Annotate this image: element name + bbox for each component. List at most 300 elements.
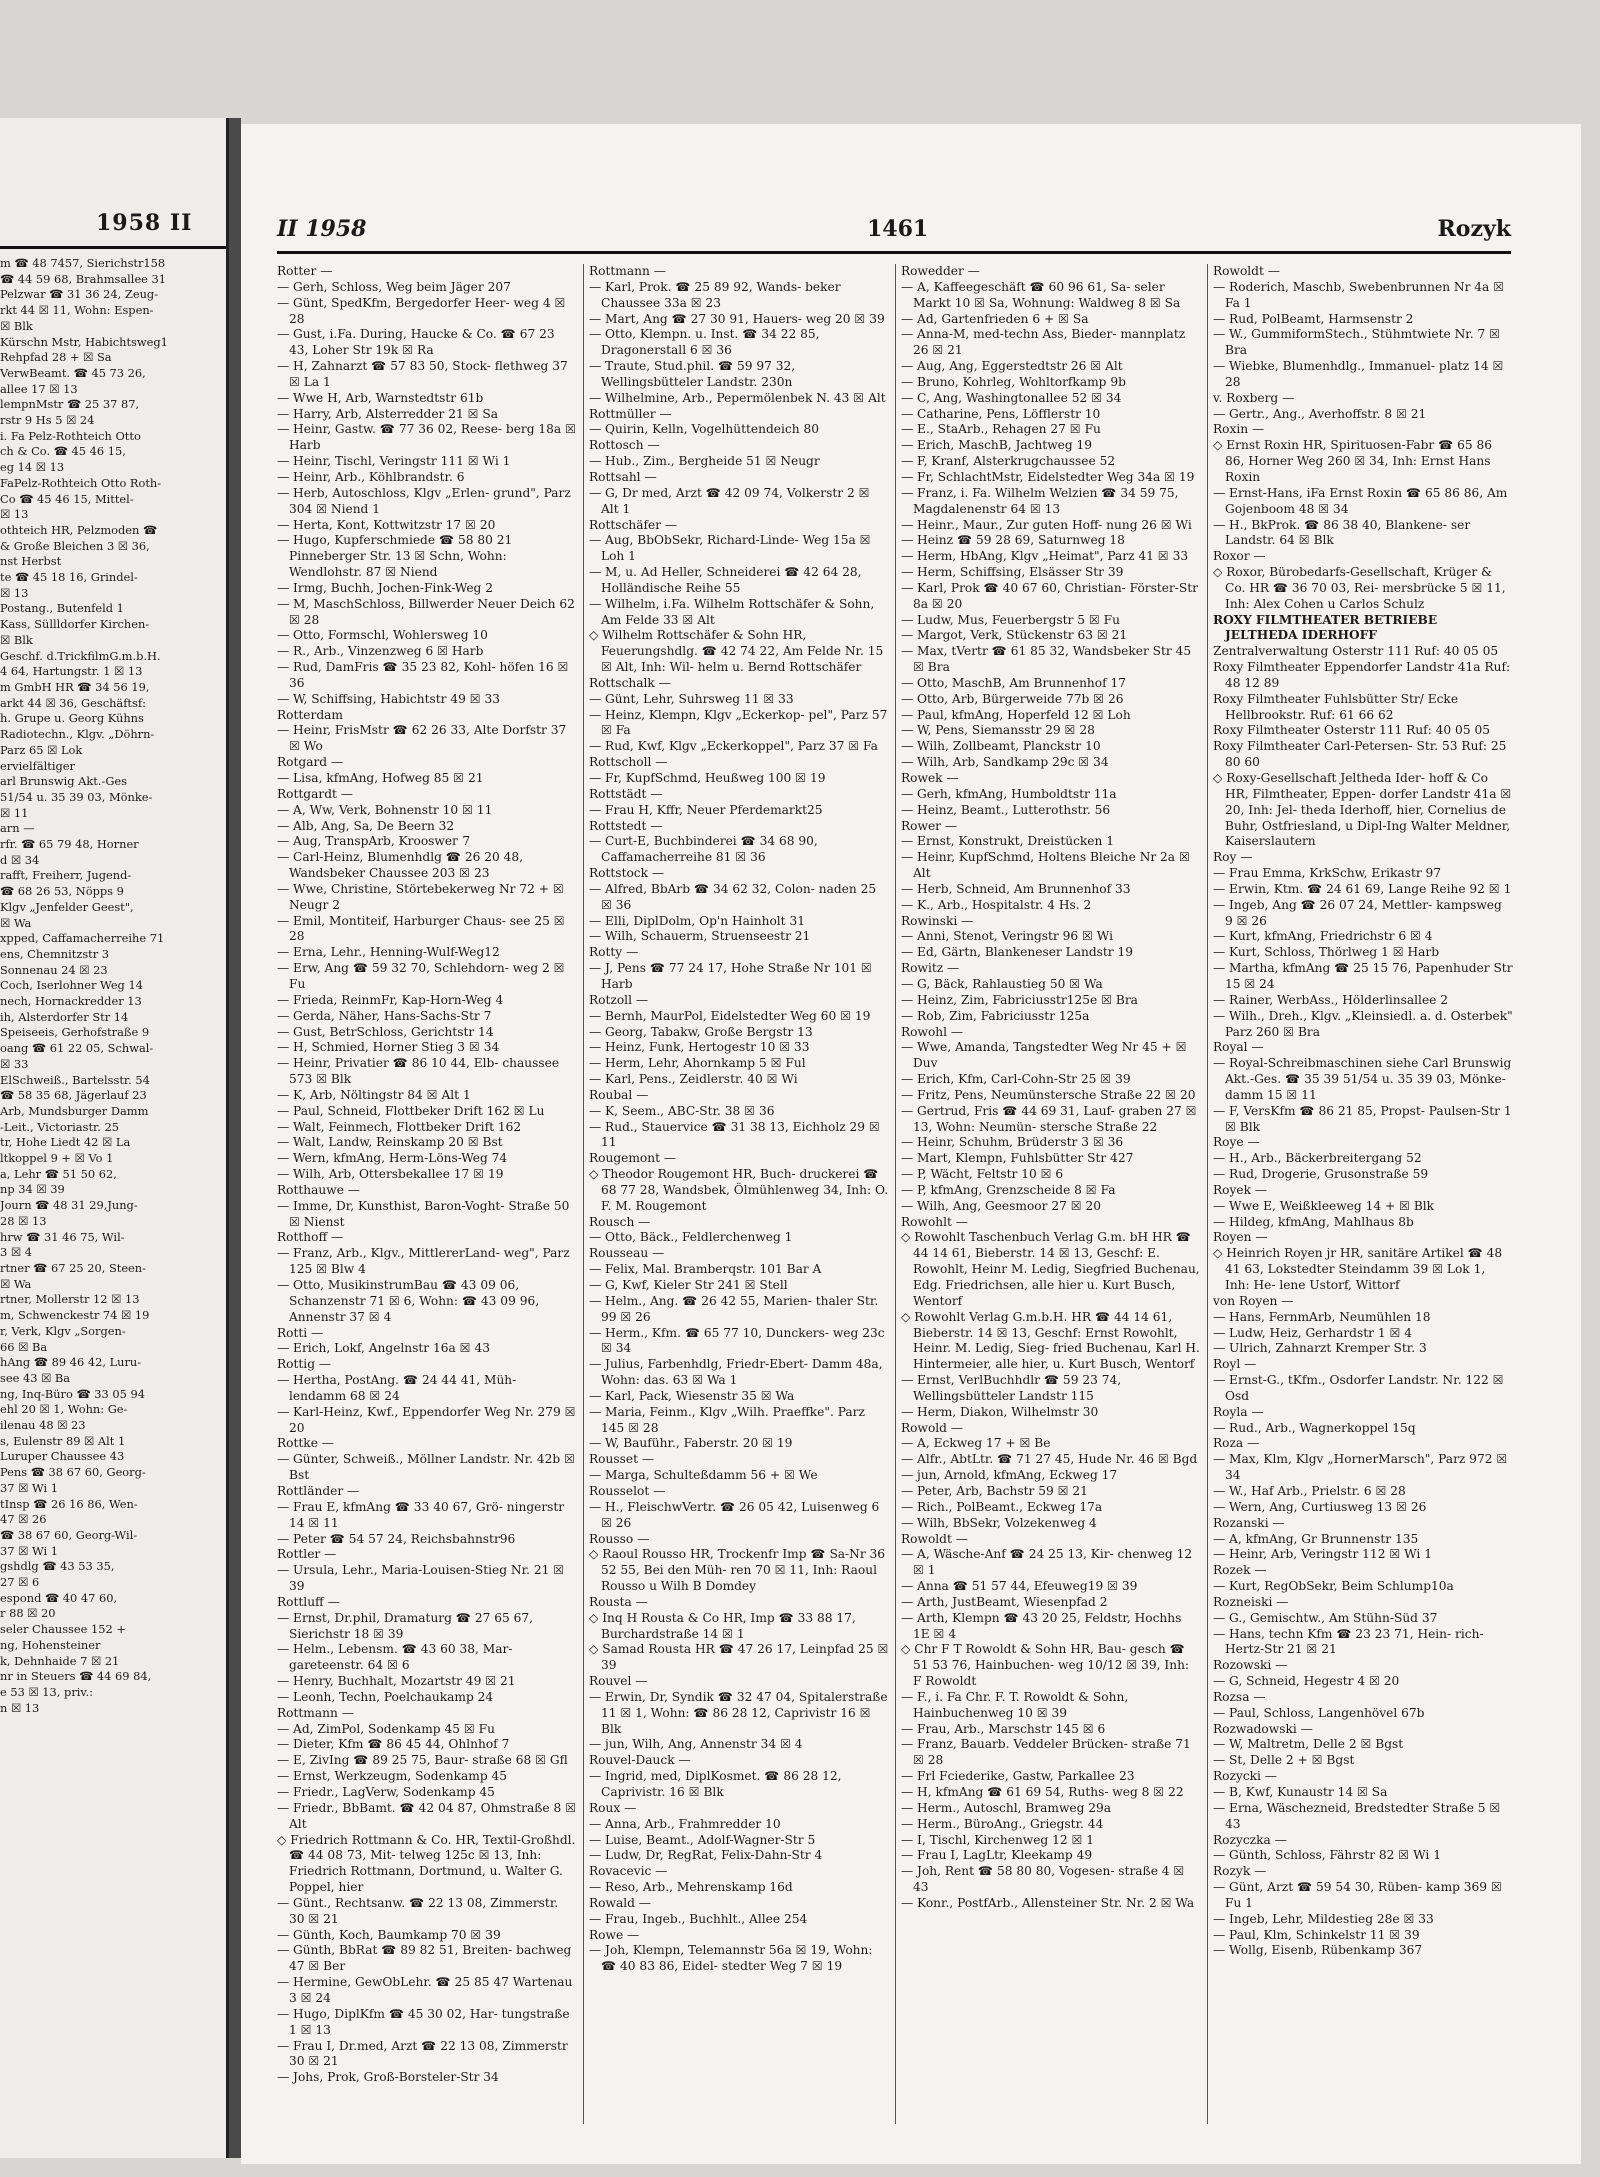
left-page-line: espond ☎ 40 47 60, [0, 1590, 118, 1605]
surname-heading: Rousseau — [589, 1246, 665, 1261]
directory-entry: Zentralverwaltung Osterstr 111 Ruf: 40 05 05 [1213, 644, 1499, 659]
left-page-line: ng, Inq-Büro ☎ 33 05 94 [0, 1386, 146, 1401]
left-page-line: 27 ☒ 6 [0, 1575, 40, 1590]
left-page-line: m GmbH HR ☎ 34 56 19, [0, 679, 150, 694]
directory-entry: — Rud, DamFris ☎ 35 23 82, Kohl- höfen 16 ☒ 36 [277, 660, 569, 690]
directory-entry: — Peter ☎ 54 57 24, Reichsbahnstr96 [277, 1531, 516, 1546]
directory-entry: — H, Zahnarzt ☎ 57 83 50, Stock- flethweg 37 ☒ La 1 [277, 359, 568, 389]
surname-heading: Rozycki — [1213, 1769, 1277, 1784]
directory-entry: — Frl Fciederike, Gastw, Parkallee 23 [901, 1769, 1135, 1784]
left-page-line: ens, Chemnitzstr 3 [0, 946, 110, 961]
directory-entry: — Erna, Wäschezneid, Bredstedter Straße 5 ☒ 43 [1213, 1800, 1501, 1831]
directory-entry: — Kurt, Schloss, Thörlweg 1 ☒ Harb [1213, 945, 1440, 960]
directory-entry: — A, Eckweg 17 + ☒ Be [901, 1436, 1051, 1451]
left-page-line: arkt 44 ☒ 36, Geschäftsf: [0, 695, 146, 710]
directory-entry: — K, Arb, Nöltingstr 84 ☒ Alt 1 [277, 1087, 471, 1102]
directory-entry: — Herm, Schiffsing, Elsässer Str 39 [901, 565, 1124, 580]
left-page-line: Kass, Süllldorfer Kirchen- [0, 617, 150, 632]
directory-entry: — Erwin, Dr, Syndik ☎ 32 47 04, Spitalerstraße 11 ☒ 1, Wohn: ☎ 86 28 12, Caprivistr 16 ☒ Blk [589, 1689, 888, 1736]
surname-heading: Royal — [1213, 1040, 1264, 1055]
left-page-line: seler Chaussee 152 + [0, 1622, 126, 1637]
directory-entry: — Max, tVertr ☎ 61 85 32, Wandsbeker Str 45 ☒ Bra [901, 644, 1192, 675]
directory-entry: — Ad, Gartenfrieden 6 + ☒ Sa [901, 311, 1089, 326]
left-page-line: ☒ 33 [0, 1056, 29, 1071]
left-page-line: Rehpfad 28 + ☒ Sa [0, 350, 112, 365]
left-page-line: hrw ☎ 31 46 75, Wil- [0, 1229, 125, 1244]
directory-entry: — Rich., PolBeamt., Eckweg 17a [901, 1499, 1103, 1514]
left-page-line: arn — [0, 821, 35, 836]
left-page-line: Pelzwar ☎ 31 36 24, Zeug- [0, 287, 159, 302]
right-page [241, 124, 1581, 2164]
left-page-line: k, Dehnhaide 7 ☒ 21 [0, 1653, 120, 1668]
left-page-line: rstr 9 Hs 5 ☒ 24 [0, 413, 95, 428]
directory-entry: — Max, Klm, Klgv „HornerMarsch", Parz 972 ☒ 34 [1213, 1452, 1508, 1483]
left-page-line: -Leit., Victoriastr. 25 [0, 1119, 119, 1134]
directory-entry: — H, Schmied, Horner Stieg 3 ☒ 34 [277, 1040, 500, 1055]
surname-heading: Rozyk — [1213, 1864, 1267, 1879]
left-page-line: 28 ☒ 13 [0, 1213, 47, 1228]
directory-entry: — Aug, Ang, Eggerstedtstr 26 ☒ Alt [901, 359, 1123, 374]
directory-entry: — Wwe H, Arb, Warnstedtstr 61b [277, 390, 484, 405]
left-page-line: rkt 44 ☒ 11, Wohn: Espen- [0, 303, 154, 318]
directory-entry: — Wern, Ang, Curtiusweg 13 ☒ 26 [1213, 1499, 1427, 1514]
surname-heading: Roy — [1213, 850, 1253, 865]
surname-heading: Rottluff — [277, 1594, 340, 1609]
directory-entry: — Günth, Schloss, Fährstr 82 ☒ Wi 1 [1213, 1848, 1441, 1863]
directory-entry: — P, Wächt, Feltstr 10 ☒ 6 [901, 1167, 1064, 1182]
directory-entry: — Franz, Bauarb. Veddeler Brücken- straße 71 ☒ 28 [901, 1737, 1191, 1768]
directory-entry: — Konr., PostfArb., Allensteiner Str. Nr. 2 ☒ Wa [901, 1895, 1195, 1910]
directory-entry: — Hildeg, kfmAng, Mahlhaus 8b [1213, 1214, 1414, 1229]
directory-entry: — Karl, Prok. ☎ 25 89 92, Wands- beker Chaussee 33a ☒ 23 [589, 279, 841, 310]
directory-entry: — Heinr, Privatier ☎ 86 10 44, Elb- chaussee 573 ☒ Blk [277, 1056, 560, 1087]
directory-entry: — Frau, Arb., Marschstr 145 ☒ 6 [901, 1721, 1106, 1736]
directory-entry: — Arth, Klempn ☎ 43 20 25, Feldstr, Hochhs 1E ☒ 4 [901, 1610, 1182, 1641]
left-page-line: xpped, Caffamacherreihe 71 [0, 931, 165, 946]
directory-entry: — Wwe, Christine, Störtebekerweg Nr 72 + ☒ Neugr 2 [277, 881, 564, 912]
directory-entry: — Franz, Arb., Klgv., MittlererLand- weg", Parz 125 ☒ Blw 4 [277, 1246, 570, 1277]
surname-heading: Rovacevic — [589, 1864, 668, 1879]
left-page-line: Postang., Butenfeld 1 [0, 601, 124, 616]
surname-heading: Rowek — [901, 771, 959, 785]
directory-column-1 [277, 264, 577, 2164]
left-page-line: Pens ☎ 38 67 60, Georg- [0, 1465, 146, 1480]
directory-entry: ◇ Inq H Rousta & Co HR, Imp ☎ 33 88 17, Burchardstraße 14 ☒ 1 [589, 1610, 856, 1641]
directory-entry: — Franz, i. Fa. Wilhelm Welzien ☎ 34 59 75, Magdalenenstr 64 ☒ 13 [901, 485, 1179, 516]
directory-entry: — Walt, Feinmech, Flottbeker Drift 162 [277, 1119, 522, 1134]
directory-entry: — Heinz, Zim, Fabriciusstr125e ☒ Bra [901, 992, 1138, 1007]
surname-heading: Rozyczka — [1213, 1832, 1287, 1847]
directory-entry: — W, Bauführ., Faberstr. 20 ☒ 19 [589, 1436, 793, 1451]
directory-entry: — Paul, kfmAng, Hoperfeld 12 ☒ Loh [901, 707, 1131, 722]
directory-entry: ◇ Roxy-Gesellschaft Jeltheda Ider- hoff & Co HR, Filmtheater, Eppen- dorfer Landstr 41a ☒ 20, Inh: Jel- theda Iderhoff, hier, Cornelius de Buhr, Ostfriesland, u Dipl-Ing Walter Meldner, Kaiserslautern [1213, 771, 1512, 849]
surname-heading: Rottsahl — [589, 469, 657, 484]
left-page-line: Radiotechn., Klgv. „Döhrn- [0, 727, 155, 742]
directory-entry: — Heinr, Arb, Veringstr 112 ☒ Wi 1 [1213, 1547, 1432, 1562]
directory-entry: — Friedr., BbBamt. ☎ 42 04 87, Ohmstraße 8 ☒ Alt [277, 1800, 577, 1831]
directory-entry: — Herm., Autoschl, Bramweg 29a [901, 1800, 1112, 1815]
directory-entry: — Hermine, GewObLehr. ☎ 25 85 47 Wartenau 3 ☒ 24 [277, 1975, 573, 2005]
directory-entry: — Otto, Arb, Bürgerweide 77b ☒ 26 [901, 691, 1124, 706]
directory-entry: — Carl-Heinz, Blumenhdlg ☎ 26 20 48, Wandsbeker Chaussee 203 ☒ 23 [277, 850, 523, 881]
directory-column-3 [901, 264, 1201, 2164]
directory-entry: — Ernst, Dr.phil, Dramaturg ☎ 27 65 67, Sierichstr 18 ☒ 39 [277, 1610, 533, 1641]
surname-heading: Royla — [1213, 1404, 1264, 1419]
left-page-line: 51/54 u. 35 39 03, Mönke- [0, 789, 153, 804]
left-page-line: te ☎ 45 18 16, Grindel- [0, 570, 138, 585]
directory-entry: — Maria, Feinm., Klgv „Wilh. Praeffke". Parz 145 ☒ 28 [589, 1404, 865, 1435]
surname-heading: Rottschäfer — [589, 517, 678, 532]
surname-heading: Rower — [901, 818, 958, 833]
directory-entry: — Wilh, Zollbeamt, Planckstr 10 [901, 739, 1101, 754]
directory-entry: — Otto, Bäck., Feldlerchenweg 1 [589, 1230, 793, 1245]
surname-heading: Rowedder — [901, 264, 980, 278]
directory-entry: — G, Dr med, Arzt ☎ 42 09 74, Volkerstr 2 ☒ Alt 1 [589, 485, 870, 516]
directory-entry: — Walt, Landw, Reinskamp 20 ☒ Bst [277, 1135, 503, 1150]
directory-entry: — Gertrud, Fris ☎ 44 69 31, Lauf- graben 27 ☒ 13, Wohn: Neumün- stersche Straße 22 [901, 1103, 1197, 1134]
left-page-line: ☒ Wa [0, 1276, 32, 1291]
surname-heading: Rozwadowski — [1213, 1721, 1313, 1736]
directory-entry: — Frieda, ReinmFr, Kap-Horn-Weg 4 [277, 992, 504, 1007]
directory-entry: — Günter, Schweiß., Möllner Landstr. Nr. 42b ☒ Bst [277, 1452, 575, 1483]
left-page-line: r 88 ☒ 20 [0, 1606, 56, 1621]
surname-heading: Rottig — [277, 1357, 332, 1372]
left-page-line: s, Eulenstr 89 ☒ Alt 1 [0, 1433, 126, 1448]
surname-heading: Rottländer — [277, 1483, 360, 1498]
left-page-line: ch & Co. ☎ 45 46 15, [0, 444, 126, 459]
directory-entry: — Ingeb, Lehr, Mildestieg 28e ☒ 33 [1213, 1911, 1434, 1926]
surname-heading: Rottke — [277, 1436, 334, 1451]
directory-entry: — Herta, Kont, Kottwitzstr 17 ☒ 20 [277, 517, 496, 532]
directory-entry: — Ingeb, Ang ☎ 26 07 24, Mettler- kampsweg 9 ☒ 26 [1213, 897, 1502, 928]
surname-heading: Rotti — [277, 1325, 324, 1340]
column-divider [895, 264, 896, 2124]
directory-entry: ◇ Roxor, Bürobedarfs-Gesellschaft, Krüger & Co. HR ☎ 36 70 03, Rei- mersbrücke 5 ☒ 11, Inh: Alex Cohen u Carlos Schulz [1213, 565, 1506, 611]
directory-entry: — Kurt, RegObSekr, Beim Schlump10a [1213, 1579, 1454, 1594]
directory-entry: — jun, Wilh, Ang, Annenstr 34 ☒ 4 [589, 1737, 803, 1752]
directory-entry: — Heinr, Arb., Köhlbrandstr. 6 [277, 469, 465, 484]
surname-heading: Rowe — [589, 1927, 640, 1942]
directory-entry: — Karl, Pens., Zeidlerstr. 40 ☒ Wi [589, 1072, 798, 1087]
directory-entry: ◇ Chr F T Rowoldt & Sohn HR, Bau- gesch ☎ 51 53 76, Hainbuchen- weg 10/12 ☒ 39, Inh: F Rowoldt [901, 1642, 1190, 1689]
left-page-line: nr in Steuers ☎ 44 69 84, [0, 1669, 152, 1684]
directory-entry: — Frau E, kfmAng ☎ 33 40 67, Grö- ningerstr 14 ☒ 11 [277, 1499, 565, 1530]
directory-entry: — Heinz, Beamt., Lutterothstr. 56 [901, 802, 1111, 817]
directory-entry: — Rud., Arb., Wagnerkoppel 15q [1213, 1420, 1416, 1435]
left-page-line: ☒ Blk [0, 318, 33, 333]
left-page-line: 4 64, Hartungstr. 1 ☒ 13 [0, 664, 143, 679]
left-page-line: ☎ 44 59 68, Brahmsallee 31 [0, 271, 167, 286]
directory-entry: — Hub., Zim., Bergheide 51 ☒ Neugr [589, 454, 820, 469]
directory-entry: — Joh, Klempn, Telemannstr 56a ☒ 19, Wohn: ☎ 40 83 86, Eidel- stedter Weg 7 ☒ 19 [589, 1943, 873, 1974]
surname-heading: Rozneiski — [1213, 1594, 1289, 1609]
surname-heading: Roux — [589, 1800, 637, 1815]
surname-heading: Royek — [1213, 1182, 1268, 1197]
left-page-line: Coch, Iserlohner Weg 14 [0, 978, 143, 993]
surname-heading: Royen — [1213, 1230, 1268, 1245]
directory-entry: — Traute, Stud.phil. ☎ 59 97 32, Wellingsbütteler Landstr. 230n [589, 359, 796, 389]
directory-entry: — Gust, BetrSchloss, Gerichtstr 14 [277, 1024, 494, 1039]
page-number: 1461 [867, 216, 929, 242]
surname-heading: Rotthauwe — [277, 1182, 360, 1197]
directory-entry: — Gust, i.Fa. During, Haucke & Co. ☎ 67 23 43, Loher Str 19k ☒ Ra [277, 327, 555, 358]
directory-entry: — Gerh, kfmAng, Humboldtstr 11a [901, 786, 1117, 801]
directory-entry: — Heinz, Klempn, Klgv „Eckerkop- pel", Parz 57 ☒ Fa [589, 707, 888, 738]
directory-entry: — Wollg, Eisenb, Rübenkamp 367 [1213, 1943, 1423, 1958]
directory-entry: ◇ Samad Rousta HR ☎ 47 26 17, Leinpfad 25 ☒ 39 [589, 1642, 889, 1673]
directory-entry: — Ad, ZimPol, Sodenkamp 45 ☒ Fu [277, 1721, 495, 1736]
left-page-line: ervielfältiger [0, 758, 75, 773]
directory-entry: ◇ Raoul Rousso HR, Trockenfr Imp ☎ Sa-Nr 36 52 55, Bei den Müh- ren 70 ☒ 11, Inh: Raoul Rousso u Wilh B Domdey [589, 1547, 886, 1594]
directory-entry: — Herb, Autoschloss, Klgv „Erlen- grund", Parz 304 ☒ Niend 1 [277, 485, 571, 516]
surname-heading: Rottstock — [589, 866, 665, 881]
directory-entry: — H., BkProk. ☎ 86 38 40, Blankene- ser Landstr. 64 ☒ Blk [1213, 517, 1471, 548]
left-page-line: d ☒ 34 [0, 852, 40, 867]
directory-entry: — G., Gemischtw., Am Stühn-Süd 37 [1213, 1610, 1438, 1625]
directory-entry: — G, Kwf, Kieler Str 241 ☒ Stell [589, 1278, 788, 1292]
left-page-line: h. Grupe u. Georg Kühns [0, 711, 144, 726]
header-rule [277, 251, 1511, 254]
directory-entry: — Quirin, Kelln, Vogelhüttendeich 80 [589, 422, 819, 437]
directory-entry: — Otto, MusikinstrumBau ☎ 43 09 06, Schanzenstr 71 ☒ 6, Wohn: ☎ 43 09 96, Annenstr 37 ☒ 4 [277, 1278, 540, 1324]
directory-entry: — Heinr, KupfSchmd, Holtens Bleiche Nr 2a ☒ Alt [901, 850, 1190, 881]
surname-heading: Rousset — [589, 1452, 655, 1467]
left-page-line: n ☒ 13 [0, 1700, 40, 1715]
directory-column-4 [1213, 264, 1513, 2164]
directory-entry: — R., Arb., Vinzenzweg 6 ☒ Harb [277, 644, 484, 659]
left-page-header: 1958 II [96, 210, 193, 236]
left-page-line: r, Verk, Klgv „Sorgen- [0, 1323, 126, 1338]
left-page-line: Parz 65 ☒ Lok [0, 742, 83, 757]
directory-entry: — Otto, Formschl, Wohlersweg 10 [277, 628, 488, 643]
directory-entry: — Alfred, BbArb ☎ 34 62 32, Colon- naden 25 ☒ 36 [589, 881, 877, 912]
left-page-line: VerwBeamt. ☎ 45 73 26, [0, 365, 146, 380]
surname-heading: Roye — [1213, 1135, 1260, 1150]
surname-heading: Rousso — [589, 1531, 650, 1546]
surname-heading: Royl — [1213, 1357, 1257, 1372]
left-page-line: 47 ☒ 26 [0, 1512, 47, 1527]
directory-entry: — Bruno, Kohrleg, Wohltorfkamp 9b [901, 374, 1126, 389]
directory-entry: — Mart, Klempn, Fuhlsbütter Str 427 [901, 1151, 1134, 1166]
left-page-line: Journ ☎ 48 31 29,Jung- [0, 1198, 138, 1213]
directory-entry: — F., i. Fa Chr. F. T. Rowoldt & Sohn, Hainbuchenweg 10 ☒ 39 [901, 1689, 1129, 1720]
directory-entry: ◇ Rowohlt Verlag G.m.b.H. HR ☎ 44 14 61, Bieberstr. 14 ☒ 13, Geschf: Ernst Rowohlt, Heinr. M. Ledig, Sieg- fried Buchenau, Karl H. Hintermeier, alle hier, u. Kurt Busch, Wentorf [901, 1309, 1200, 1372]
left-page-line: ☎ 58 35 68, Jägerlauf 23 [0, 1088, 147, 1103]
left-page-line: Sonnenau 24 ☒ 23 [0, 962, 108, 977]
left-page-line: Kürschn Mstr, Habichtsweg1 [0, 334, 168, 349]
surname-heading: Rousselot — [589, 1483, 666, 1498]
directory-entry: — Helm., Ang. ☎ 26 42 55, Marien- thaler Str. 99 ☒ 26 [589, 1293, 879, 1324]
directory-entry: ROXY FILMTHEATER BETRIEBE JELTHEDA IDERHOFF [1213, 612, 1438, 643]
directory-entry: — Rainer, WerbAss., Hölderlinsallee 2 [1213, 992, 1449, 1007]
surname-heading: Rozsa — [1213, 1689, 1266, 1704]
left-page-line: 66 ☒ Ba [0, 1339, 48, 1354]
left-page-line: Speiseeis, Gerhofstraße 9 [0, 1025, 150, 1040]
directory-entry: — Erich, Lokf, Angelnstr 16a ☒ 43 [277, 1341, 490, 1356]
left-page-line: m, Schwenckestr 74 ☒ 19 [0, 1308, 150, 1323]
directory-entry: — Karl-Heinz, Kwf., Eppendorfer Weg Nr. 279 ☒ 20 [277, 1404, 576, 1435]
directory-entry: — Paul, Schloss, Langenhövel 67b [1213, 1705, 1425, 1720]
left-page-line: lempnMstr ☎ 25 37 87, [0, 397, 140, 412]
surname-heading: Rowoldt — [901, 1531, 968, 1546]
column-divider [583, 264, 584, 2124]
surname-heading: Rouvel-Dauck — [589, 1753, 691, 1768]
directory-entry: — Imme, Dr, Kunsthist, Baron-Voght- Straße 50 ☒ Nienst [277, 1198, 570, 1229]
surname-heading: Rowohlt — [901, 1214, 968, 1229]
directory-entry: — Friedr., LagVerw, Sodenkamp 45 [277, 1785, 495, 1799]
directory-entry: — Mart, Ang ☎ 27 30 91, Hauers- weg 20 ☒ 39 [589, 311, 885, 326]
directory-entry: Roxy Filmtheater Fuhlsbütter Str/ Ecke Hellbrookstr. Ruf: 61 66 62 [1213, 691, 1459, 722]
directory-entry: Roxy Filmtheater Carl-Petersen- Str. 53 Ruf: 25 80 60 [1213, 739, 1507, 770]
left-page-line: a, Lehr ☎ 51 50 62, [0, 1166, 117, 1181]
directory-entry: — Hans, techn Kfm ☎ 23 23 71, Hein- rich-Hertz-Str 21 ☒ 21 [1213, 1626, 1484, 1657]
left-page-line: nech, Hornackredder 13 [0, 994, 142, 1009]
directory-entry: — Curt-E, Buchbinderei ☎ 34 68 90, Caffamacherreihe 81 ☒ 36 [589, 834, 818, 865]
directory-entry: — I, Tischl, Kirchenweg 12 ☒ 1 [901, 1832, 1095, 1847]
directory-entry: — Ulrich, Zahnarzt Kremper Str. 3 [1213, 1341, 1427, 1356]
left-page-line: i. Fa Pelz-Rothteich Otto [0, 428, 141, 443]
directory-entry: — Karl, Prok ☎ 40 67 60, Christian- Förster-Str 8a ☒ 20 [901, 580, 1198, 611]
directory-entry: — W, Pens, Siemansstr 29 ☒ 28 [901, 723, 1095, 738]
surname-heading: Rottgardt — [277, 786, 353, 801]
surname-heading: Rowoldt — [1213, 264, 1280, 278]
surname-heading: Rowinski — [901, 913, 974, 928]
directory-entry: — Wilh, BbSekr, Volzekenweg 4 [901, 1515, 1097, 1530]
directory-entry: — Catharine, Pens, Löfflerstr 10 [901, 406, 1101, 421]
directory-entry: — Wern, kfmAng, Herm-Löns-Weg 74 [277, 1151, 508, 1166]
directory-entry: — Heinz ☎ 59 28 69, Saturnweg 18 [901, 533, 1125, 548]
directory-entry: — A, Kaffeegeschäft ☎ 60 96 61, Sa- seler Markt 10 ☒ Sa, Wohnung: Waldweg 8 ☒ Sa [901, 279, 1181, 310]
directory-entry: ◇ Rowohlt Taschenbuch Verlag G.m. bH HR ☎ 44 14 61, Bieberstr. 14 ☒ 13, Geschf: E. Rowohlt, Heinr M. Ledig, Siegfried Buchenau, Edg. Friedrichsen, alle hier u. Kurt Busch, Wentorf [901, 1230, 1200, 1308]
directory-entry: — Herm., Kfm. ☎ 65 77 10, Dunckers- weg 23c ☒ 34 [589, 1325, 885, 1356]
directory-entry: — Leonh, Techn, Poelchaukamp 24 [277, 1689, 494, 1704]
directory-entry: ◇ Friedrich Rottmann & Co. HR, Textil-Großhdl. ☎ 44 08 73, Mit- telweg 125c ☒ 13, Inh: Friedrich Rottmann, Dortmund, u. Walter G. Poppel, hier [277, 1832, 576, 1895]
surname-heading: Rottmann — [277, 1705, 354, 1720]
directory-entry: — H, kfmAng ☎ 61 69 54, Ruths- weg 8 ☒ 22 [901, 1785, 1184, 1799]
directory-entry: — Wilh, Arb, Sandkamp 29c ☒ 34 [901, 755, 1109, 770]
surname-heading: Rousta — [589, 1594, 648, 1609]
left-page-line: FaPelz-Rothteich Otto Roth- [0, 475, 162, 490]
directory-entry: — Erw, Ang ☎ 59 32 70, Schlehdorn- weg 2 ☒ Fu [277, 961, 565, 991]
surname-heading: Rottmann — [589, 264, 666, 278]
directory-entry: — Elli, DiplDolm, Op'n Hainholt 31 [589, 913, 805, 928]
directory-entry: — St, Delle 2 + ☒ Bgst [1213, 1753, 1355, 1768]
directory-entry: — Otto, MaschB, Am Brunnenhof 17 [901, 675, 1127, 690]
left-page-line: e 53 ☒ 13, priv.: [0, 1684, 93, 1699]
directory-entry: — Reso, Arb., Mehrenskamp 16d [589, 1880, 793, 1895]
directory-entry: — Rud., Stauervice ☎ 31 38 13, Eichholz 29 ☒ 11 [589, 1119, 880, 1150]
directory-entry: — Ursula, Lehr., Maria-Louisen-Stieg Nr. 21 ☒ 39 [277, 1563, 565, 1594]
left-page-line: ☒ 13 [0, 585, 29, 600]
left-page-line: see 43 ☒ Ba [0, 1370, 71, 1385]
left-page-line: eg 14 ☒ 13 [0, 460, 65, 475]
directory-entry: — Royal-Schreibmaschinen siehe Carl Brunswig Akt.-Ges. ☎ 35 39 51/54 u. 35 39 03, Mönke- damm 15 ☒ 11 [1213, 1056, 1512, 1102]
directory-entry: — Erwin, Ktm. ☎ 24 61 69, Lange Reihe 92 ☒ 1 [1213, 881, 1512, 896]
directory-entry: — Rud, Kwf, Klgv „Eckerkoppel", Parz 37 ☒ Fa [589, 739, 878, 754]
directory-entry: — jun, Arnold, kfmAng, Eckweg 17 [901, 1468, 1118, 1483]
directory-entry: — Aug, TranspArb, Krooswег 7 [277, 834, 471, 849]
directory-entry: — Wwe E, Weißkleeweg 14 + ☒ Blk [1213, 1198, 1435, 1213]
directory-entry: — Gerda, Näher, Hans-Sachs-Str 7 [277, 1008, 492, 1023]
directory-entry: — Günt, SpedKfm, Bergedorfer Heer- weg 4 ☒ 28 [277, 295, 566, 326]
left-page-column [0, 256, 224, 1716]
directory-entry: — Anna-M, med-techn Ass, Bieder- mannplatz 26 ☒ 21 [901, 327, 1186, 358]
left-page-line: Arb, Mundsburger Damm [0, 1103, 149, 1118]
left-page-line: rtner, Mollerstr 12 ☒ 13 [0, 1292, 140, 1307]
directory-entry: — Heinz, Funk, Hertogestr 10 ☒ 33 [589, 1040, 810, 1055]
directory-entry: — Hugo, DiplKfm ☎ 45 30 02, Har- tungstraße 1 ☒ 13 [277, 2006, 570, 2037]
directory-entry: — Fr, SchlachtMstr, Eidelstedter Weg 34a ☒ 19 [901, 469, 1195, 484]
directory-entry: — Ingrid, med, DiplKosmet. ☎ 86 28 12, Caprivistr. 16 ☒ Blk [589, 1769, 842, 1799]
surname-heading: Rozowski — [1213, 1658, 1288, 1673]
surname-heading: Rowohl — [901, 1024, 964, 1039]
surname-heading: von Royen — [1213, 1293, 1294, 1308]
directory-entry: — Ed, Gärtn, Blankeneser Landstr 19 [901, 945, 1133, 960]
directory-entry: — A, Ww, Verk, Bohnenstr 10 ☒ 11 [277, 802, 493, 817]
left-page-line: rtner ☎ 67 25 20, Steen- [0, 1261, 146, 1275]
left-page-line: Luruper Chaussee 43 [0, 1449, 125, 1464]
directory-entry: — Wilhelmine, Arb., Pepermölenbek N. 43 ☒ Alt [589, 390, 886, 405]
directory-entry: — Günt, Lehr, Suhrsweg 11 ☒ 33 [589, 691, 794, 706]
directory-entry: ◇ Theodor Rougemont HR, Buch- druckerei ☎ 68 77 28, Wandsbek, Ölmühlenweg 34, Inh: O. F. M. Rougemont [589, 1167, 889, 1213]
surname-heading: Rottscholl — [589, 755, 668, 770]
directory-entry: ◇ Wilhelm Rottschäfer & Sohn HR, Feuerungshdlg. ☎ 42 74 22, Am Felde Nr. 15 ☒ Alt, Inh: Wil- helm u. Bernd Rottschäfer [589, 628, 884, 675]
directory-entry: — Günth, Koch, Baumkamp 70 ☒ 39 [277, 1927, 501, 1942]
directory-entry: — Ernst, Konstrukt, Dreistücken 1 [901, 834, 1114, 849]
surname-heading: Rouvel — [589, 1674, 648, 1689]
directory-entry: — Heinr., Maur., Zur guten Hoff- nung 26 ☒ Wi [901, 517, 1192, 532]
directory-entry: — Ernst, VerlBuchhdlr ☎ 59 23 74, Wellingsbütteler Landstr 115 [901, 1373, 1122, 1403]
directory-entry: — Ernst, Werkzeugm, Sodenkamp 45 [277, 1769, 508, 1784]
surname-heading: Rozek — [1213, 1563, 1267, 1578]
left-page-line: ☎ 38 67 60, Georg-Wil- [0, 1527, 138, 1542]
left-page-line: tr, Hohe Liedt 42 ☒ La [0, 1135, 131, 1150]
directory-entry: — Anna, Arb., Frahmredder 10 [589, 1816, 781, 1831]
surname-heading: Rotgard — [277, 755, 344, 770]
directory-entry: Roxy Filmtheater Osterstr 111 Ruf: 40 05 05 [1213, 723, 1490, 738]
directory-entry: — Erich, Kfm, Carl-Cohn-Str 25 ☒ 39 [901, 1072, 1131, 1087]
surname-heading: Rottstedt — [589, 818, 663, 833]
surname-heading: Rowald — [589, 1895, 651, 1910]
directory-entry: — Wilh., Dreh., Klgv. „Kleinsiedl. a. d. Osterbek" Parz 260 ☒ Bra [1213, 1008, 1513, 1039]
directory-entry: ◇ Ernst Roxin HR, Spirituosen-Fabr ☎ 65 86 86, Horner Weg 260 ☒ 34, Inh: Ernst Hans Roxin [1213, 438, 1493, 484]
directory-entry: — Ludw, Heiz, Gerhardstr 1 ☒ 4 [1213, 1325, 1412, 1340]
directory-entry: — Heinr, Gastw. ☎ 77 36 02, Reese- berg 18a ☒ Harb [277, 422, 576, 453]
directory-entry: — Alb, Ang, Sa, De Beern 32 [277, 818, 455, 833]
directory-entry: — G, Bäck, Rahlaustieg 50 ☒ Wa [901, 976, 1103, 991]
directory-entry: — Helm., Lebensm. ☎ 43 60 38, Mar- gareteenstr. 64 ☒ 6 [277, 1642, 513, 1673]
directory-entry: — Luise, Beamt., Adolf-Wagner-Str 5 [589, 1832, 816, 1847]
directory-entry: — Aug, BbObSekr, Richard-Linde- Weg 15a ☒ Loh 1 [589, 533, 871, 564]
surname-heading: Rottstädt — [589, 786, 663, 801]
left-page-line: ☒ Blk [0, 632, 33, 647]
directory-entry: — Harry, Arb, Alsterredder 21 ☒ Sa [277, 406, 499, 421]
surname-heading: Rotter — [277, 264, 333, 278]
directory-entry: — Anni, Stenot, Veringstr 96 ☒ Wi [901, 929, 1114, 944]
left-page-line: ☒ 13 [0, 507, 29, 522]
header-year: II 1958 [277, 216, 367, 242]
left-page-line: gshdlg ☎ 43 53 35, [0, 1559, 115, 1574]
directory-entry: — F, Kranf, Alsterkrugchaussee 52 [901, 454, 1116, 469]
left-page-line: ☎ 68 26 53, Nöpps 9 [0, 884, 124, 899]
directory-entry: — Felix, Mal. Bramberqstr. 101 Bar A [589, 1262, 822, 1277]
directory-entry: — Gerh, Schloss, Weg beim Jäger 207 [277, 279, 511, 294]
directory-entry: — G, Schneid, Hegestr 4 ☒ 20 [1213, 1674, 1400, 1689]
directory-entry: — H., Arb., Bäckerbreitergang 52 [1213, 1151, 1422, 1166]
directory-entry: — Fritz, Pens, Neumünstersche Straße 22 ☒ 20 [901, 1087, 1196, 1102]
directory-entry: — F, VersKfm ☎ 86 21 85, Propst- Paulsen-Str 1 ☒ Blk [1213, 1103, 1512, 1134]
directory-entry: — Rud, Drogerie, Grusonstraße 59 [1213, 1167, 1429, 1182]
